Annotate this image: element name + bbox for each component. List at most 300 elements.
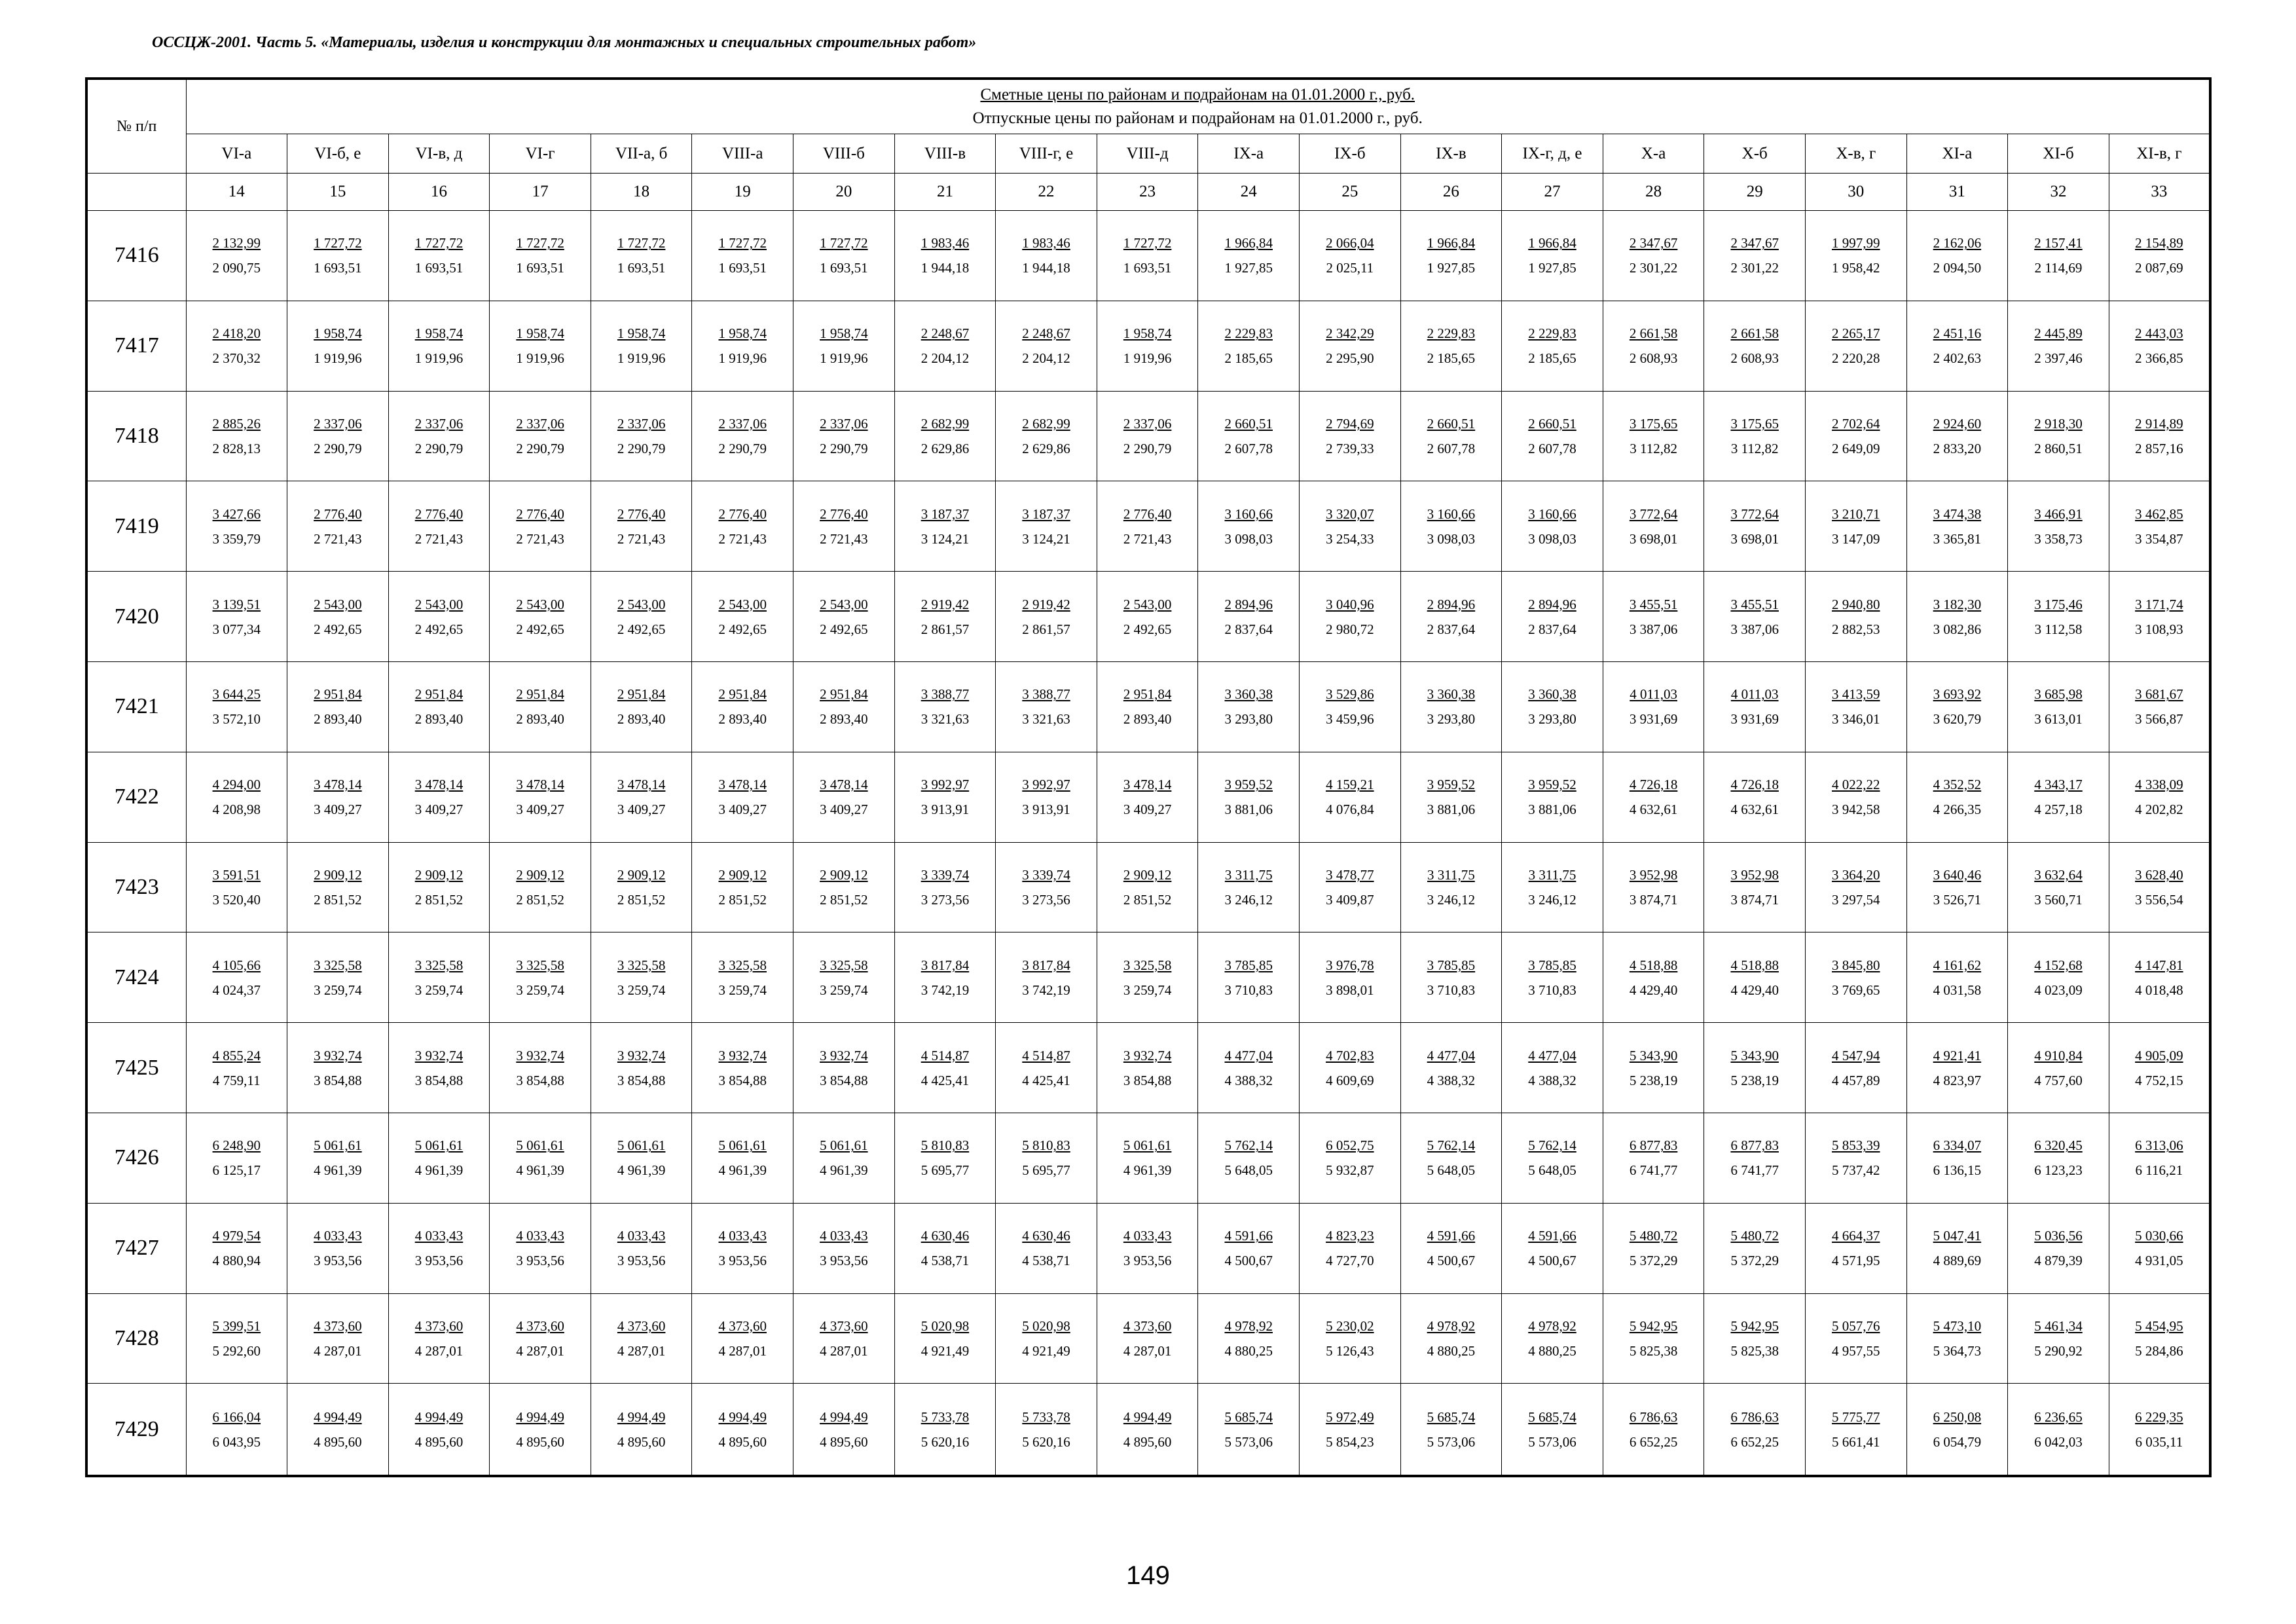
price-cell bbox=[894, 301, 996, 391]
release-price: 2 893,40 bbox=[1123, 711, 1172, 728]
release-price: 2 893,40 bbox=[314, 711, 362, 728]
estimate-price: 3 325,58 bbox=[617, 957, 666, 973]
price-cell bbox=[2109, 1203, 2210, 1293]
release-price: 2 893,40 bbox=[617, 711, 666, 728]
release-price: 1 927,85 bbox=[1427, 260, 1476, 276]
release-price: 4 895,60 bbox=[314, 1433, 362, 1450]
price-cell bbox=[1502, 752, 1603, 842]
estimate-price: 5 972,49 bbox=[1326, 1409, 1374, 1425]
release-price: 5 661,41 bbox=[1832, 1433, 1880, 1450]
release-price: 4 208,98 bbox=[212, 802, 261, 818]
estimate-price: 3 952,98 bbox=[1629, 866, 1678, 883]
estimate-price: 2 229,83 bbox=[1427, 325, 1476, 342]
release-price: 1 944,18 bbox=[920, 260, 970, 276]
price-cell bbox=[287, 481, 389, 572]
price-cell bbox=[1400, 211, 1502, 301]
price-cell bbox=[996, 572, 1097, 662]
estimate-price: 2 347,67 bbox=[1629, 235, 1678, 251]
region-header: VIII-а bbox=[692, 134, 793, 174]
column-number: 24 bbox=[1198, 174, 1300, 211]
release-price: 5 573,06 bbox=[1528, 1433, 1576, 1450]
price-cell bbox=[1198, 842, 1300, 932]
release-price: 3 409,27 bbox=[1123, 802, 1172, 818]
release-price: 2 114,69 bbox=[2034, 260, 2083, 276]
estimate-price: 5 020,98 bbox=[1022, 1318, 1070, 1334]
estimate-price: 5 942,95 bbox=[1730, 1318, 1779, 1334]
release-price: 2 295,90 bbox=[1326, 350, 1374, 367]
price-cell bbox=[1806, 661, 1907, 752]
table-row bbox=[86, 1203, 2210, 1293]
release-price: 2 185,65 bbox=[1427, 350, 1476, 367]
release-price: 1 693,51 bbox=[820, 260, 868, 276]
release-price: 1 693,51 bbox=[414, 260, 464, 276]
release-price: 2 492,65 bbox=[718, 621, 767, 637]
release-price: 3 520,40 bbox=[212, 891, 261, 908]
row-id: 7418 bbox=[86, 391, 186, 481]
release-price: 6 136,15 bbox=[1933, 1162, 1982, 1179]
estimate-price: 3 685,98 bbox=[2034, 686, 2083, 703]
price-cell bbox=[1704, 1203, 1806, 1293]
estimate-price: 4 373,60 bbox=[820, 1318, 868, 1334]
release-price: 1 919,96 bbox=[1123, 350, 1172, 367]
price-cell bbox=[1300, 661, 1401, 752]
release-price: 3 620,79 bbox=[1933, 711, 1982, 728]
estimate-price: 3 187,37 bbox=[920, 506, 970, 522]
estimate-price: 4 294,00 bbox=[212, 777, 261, 793]
price-cell bbox=[1097, 1293, 1198, 1384]
table-row bbox=[86, 932, 2210, 1023]
price-cell bbox=[692, 211, 793, 301]
release-price: 4 961,39 bbox=[414, 1162, 464, 1179]
estimate-price: 2 940,80 bbox=[1832, 596, 1880, 612]
price-cell bbox=[490, 301, 591, 391]
num-header: № п/п bbox=[117, 117, 157, 135]
estimate-price: 2 154,89 bbox=[2135, 235, 2183, 251]
price-cell bbox=[2109, 211, 2210, 301]
price-cell bbox=[1806, 211, 1907, 301]
estimate-price: 3 325,58 bbox=[516, 957, 564, 973]
estimate-price: 5 473,10 bbox=[1933, 1318, 1982, 1334]
release-price: 3 246,12 bbox=[1528, 891, 1576, 908]
estimate-price: 3 339,74 bbox=[1022, 866, 1070, 883]
price-cell bbox=[388, 932, 490, 1023]
release-price: 2 629,86 bbox=[1022, 440, 1070, 456]
region-header: XI-б bbox=[2008, 134, 2109, 174]
price-cell bbox=[1502, 661, 1603, 752]
price-cell bbox=[793, 932, 895, 1023]
estimate-price: 3 591,51 bbox=[212, 866, 261, 883]
estimate-price: 4 514,87 bbox=[920, 1047, 970, 1063]
price-cell bbox=[287, 1023, 389, 1113]
estimate-price: 3 785,85 bbox=[1224, 957, 1273, 973]
release-price: 4 287,01 bbox=[617, 1342, 666, 1359]
estimate-price: 4 726,18 bbox=[1730, 777, 1779, 793]
estimate-price: 2 418,20 bbox=[212, 325, 261, 342]
estimate-price: 4 514,87 bbox=[1022, 1047, 1070, 1063]
price-cell bbox=[1502, 1023, 1603, 1113]
column-number: 28 bbox=[1603, 174, 1704, 211]
price-cell bbox=[490, 932, 591, 1023]
release-price: 6 042,03 bbox=[2034, 1433, 2083, 1450]
price-cell bbox=[1400, 1023, 1502, 1113]
release-price: 3 358,73 bbox=[2034, 530, 2083, 547]
price-cell bbox=[1704, 932, 1806, 1023]
column-number: 29 bbox=[1704, 174, 1806, 211]
price-cell bbox=[1806, 572, 1907, 662]
release-price: 2 721,43 bbox=[617, 530, 666, 547]
estimate-price: 2 066,04 bbox=[1326, 235, 1374, 251]
price-cell bbox=[1400, 661, 1502, 752]
estimate-price: 3 959,52 bbox=[1427, 777, 1476, 793]
estimate-price: 2 660,51 bbox=[1224, 415, 1273, 432]
estimate-price: 1 958,74 bbox=[414, 325, 464, 342]
release-price: 1 919,96 bbox=[516, 350, 564, 367]
price-cell bbox=[1198, 661, 1300, 752]
estimate-price: 2 894,96 bbox=[1224, 596, 1273, 612]
price-cell bbox=[1400, 481, 1502, 572]
price-cell bbox=[591, 661, 692, 752]
release-price: 3 077,34 bbox=[212, 621, 261, 637]
release-price: 1 693,51 bbox=[718, 260, 767, 276]
estimate-price: 5 061,61 bbox=[1123, 1137, 1172, 1154]
price-cell bbox=[1400, 1384, 1502, 1476]
release-price: 5 620,16 bbox=[1022, 1433, 1070, 1450]
price-cell bbox=[1502, 1384, 1603, 1476]
estimate-price: 4 905,09 bbox=[2135, 1047, 2183, 1063]
estimate-price: 2 337,06 bbox=[617, 415, 666, 432]
price-cell bbox=[793, 1293, 895, 1384]
price-cell bbox=[2008, 932, 2109, 1023]
price-cell bbox=[490, 391, 591, 481]
release-price: 4 024,37 bbox=[212, 982, 261, 998]
release-price: 5 573,06 bbox=[1224, 1433, 1273, 1450]
estimate-price: 5 685,74 bbox=[1528, 1409, 1576, 1425]
estimate-price: 6 313,06 bbox=[2135, 1137, 2183, 1154]
price-cell bbox=[1906, 1384, 2008, 1476]
release-price: 3 082,86 bbox=[1933, 621, 1982, 637]
estimate-price: 2 157,41 bbox=[2034, 235, 2083, 251]
price-cell bbox=[1502, 211, 1603, 301]
price-cell bbox=[2008, 481, 2109, 572]
release-price: 2 851,52 bbox=[314, 891, 362, 908]
estimate-price: 3 959,52 bbox=[1528, 777, 1576, 793]
estimate-price: 1 958,74 bbox=[718, 325, 767, 342]
estimate-price: 2 909,12 bbox=[414, 866, 464, 883]
release-price: 4 823,97 bbox=[1933, 1072, 1982, 1088]
table-row bbox=[86, 481, 2210, 572]
release-price: 4 632,61 bbox=[1629, 802, 1678, 818]
price-cell bbox=[894, 1293, 996, 1384]
release-price: 3 881,06 bbox=[1427, 802, 1476, 818]
price-cell bbox=[490, 1023, 591, 1113]
release-price: 3 572,10 bbox=[212, 711, 261, 728]
price-cell bbox=[1603, 1293, 1704, 1384]
release-price: 2 721,43 bbox=[820, 530, 868, 547]
release-price: 5 695,77 bbox=[1022, 1162, 1070, 1179]
price-cell bbox=[490, 752, 591, 842]
release-price: 5 238,19 bbox=[1629, 1072, 1678, 1088]
release-price: 2 492,65 bbox=[516, 621, 564, 637]
release-price: 4 425,41 bbox=[1022, 1072, 1070, 1088]
release-price: 3 259,74 bbox=[516, 982, 564, 998]
price-cell bbox=[692, 1384, 793, 1476]
release-price: 3 881,06 bbox=[1528, 802, 1576, 818]
release-price: 3 459,96 bbox=[1326, 711, 1374, 728]
estimate-price: 4 979,54 bbox=[212, 1228, 261, 1244]
release-price: 4 759,11 bbox=[212, 1072, 261, 1088]
estimate-price: 3 932,74 bbox=[516, 1047, 564, 1063]
column-number: 14 bbox=[186, 174, 287, 211]
release-price: 5 290,92 bbox=[2034, 1342, 2083, 1359]
release-price: 4 388,32 bbox=[1224, 1072, 1273, 1088]
price-cell bbox=[1198, 211, 1300, 301]
region-header: VIII-г, е bbox=[996, 134, 1097, 174]
estimate-price: 4 033,43 bbox=[1123, 1228, 1172, 1244]
estimate-price: 5 036,56 bbox=[2034, 1228, 2083, 1244]
release-price: 2 366,85 bbox=[2135, 350, 2183, 367]
release-price: 6 741,77 bbox=[1629, 1162, 1678, 1179]
release-price: 1 693,51 bbox=[516, 260, 564, 276]
price-cell bbox=[692, 1023, 793, 1113]
price-cell bbox=[186, 1023, 287, 1113]
estimate-price: 2 918,30 bbox=[2034, 415, 2083, 432]
release-price: 5 648,05 bbox=[1427, 1162, 1476, 1179]
estimate-price: 3 478,14 bbox=[414, 777, 464, 793]
estimate-price: 4 477,04 bbox=[1224, 1047, 1273, 1063]
price-cell bbox=[2008, 211, 2109, 301]
title-estimate: Сметные цены по районам и подрайонам на 01.01.2000 г., руб. bbox=[980, 85, 1415, 103]
release-price: 1 919,96 bbox=[314, 350, 362, 367]
price-cell bbox=[591, 211, 692, 301]
price-cell bbox=[793, 1384, 895, 1476]
estimate-price: 1 958,74 bbox=[516, 325, 564, 342]
estimate-price: 2 337,06 bbox=[314, 415, 362, 432]
estimate-price: 2 776,40 bbox=[718, 506, 767, 522]
price-cell bbox=[1806, 1113, 1907, 1203]
release-price: 4 266,35 bbox=[1933, 802, 1982, 818]
price-cell bbox=[2008, 1023, 2109, 1113]
estimate-price: 4 726,18 bbox=[1629, 777, 1678, 793]
release-price: 2 851,52 bbox=[516, 891, 564, 908]
price-cell bbox=[1300, 391, 1401, 481]
price-cell bbox=[591, 1384, 692, 1476]
estimate-price: 3 932,74 bbox=[1123, 1047, 1172, 1063]
release-price: 3 124,21 bbox=[1022, 530, 1070, 547]
price-cell bbox=[793, 1113, 895, 1203]
estimate-price: 4 161,62 bbox=[1933, 957, 1982, 973]
price-cell bbox=[2109, 932, 2210, 1023]
region-header: IX-в bbox=[1400, 134, 1502, 174]
price-cell bbox=[2008, 1384, 2109, 1476]
table-row bbox=[86, 1113, 2210, 1203]
estimate-price: 6 236,65 bbox=[2034, 1409, 2083, 1425]
price-cell bbox=[1198, 752, 1300, 842]
table-row bbox=[86, 1293, 2210, 1384]
release-price: 3 953,56 bbox=[414, 1253, 464, 1269]
release-price: 3 409,27 bbox=[820, 802, 868, 818]
release-price: 5 695,77 bbox=[920, 1162, 970, 1179]
release-price: 1 958,42 bbox=[1832, 260, 1880, 276]
estimate-price: 1 983,46 bbox=[1022, 235, 1070, 251]
estimate-price: 5 775,77 bbox=[1832, 1409, 1880, 1425]
estimate-price: 4 591,66 bbox=[1224, 1228, 1273, 1244]
estimate-price: 3 628,40 bbox=[2135, 866, 2183, 883]
estimate-price: 2 909,12 bbox=[516, 866, 564, 883]
price-cell bbox=[2008, 301, 2109, 391]
estimate-price: 4 033,43 bbox=[516, 1228, 564, 1244]
column-number: 25 bbox=[1300, 174, 1401, 211]
estimate-price: 4 147,81 bbox=[2135, 957, 2183, 973]
release-price: 4 895,60 bbox=[414, 1433, 464, 1450]
price-cell bbox=[490, 661, 591, 752]
price-cell bbox=[287, 1293, 389, 1384]
estimate-price: 6 877,83 bbox=[1629, 1137, 1678, 1154]
price-cell bbox=[1502, 1293, 1603, 1384]
price-cell bbox=[490, 211, 591, 301]
release-price: 2 882,53 bbox=[1832, 621, 1880, 637]
estimate-price: 3 388,77 bbox=[920, 686, 970, 703]
release-price: 3 112,82 bbox=[1630, 440, 1677, 456]
price-cell bbox=[1400, 932, 1502, 1023]
estimate-price: 3 478,77 bbox=[1326, 866, 1374, 883]
price-cell bbox=[1806, 301, 1907, 391]
release-price: 4 889,69 bbox=[1933, 1253, 1982, 1269]
price-cell bbox=[996, 842, 1097, 932]
release-price: 4 500,67 bbox=[1427, 1253, 1476, 1269]
release-price: 4 571,95 bbox=[1832, 1253, 1880, 1269]
price-cell bbox=[1198, 1023, 1300, 1113]
estimate-price: 2 342,29 bbox=[1326, 325, 1374, 342]
column-number: 31 bbox=[1906, 174, 2008, 211]
release-price: 3 953,56 bbox=[820, 1253, 868, 1269]
estimate-price: 4 547,94 bbox=[1832, 1047, 1880, 1063]
release-price: 5 238,19 bbox=[1730, 1072, 1779, 1088]
price-cell bbox=[287, 1113, 389, 1203]
estimate-price: 4 591,66 bbox=[1427, 1228, 1476, 1244]
estimate-price: 3 139,51 bbox=[212, 596, 261, 612]
price-cell bbox=[793, 211, 895, 301]
price-cell bbox=[1300, 481, 1401, 572]
release-price: 4 757,60 bbox=[2034, 1072, 2083, 1088]
estimate-price: 2 894,96 bbox=[1427, 596, 1476, 612]
estimate-price: 4 338,09 bbox=[2135, 777, 2183, 793]
price-cell bbox=[1097, 301, 1198, 391]
estimate-price: 3 175,46 bbox=[2034, 596, 2083, 612]
region-header: VI-а bbox=[186, 134, 287, 174]
release-price: 3 321,63 bbox=[1022, 711, 1070, 728]
release-price: 3 881,06 bbox=[1224, 802, 1273, 818]
estimate-price: 2 776,40 bbox=[1123, 506, 1172, 522]
estimate-price: 4 373,60 bbox=[1123, 1318, 1172, 1334]
release-price: 2 185,65 bbox=[1528, 350, 1576, 367]
price-cell bbox=[1603, 481, 1704, 572]
price-cell bbox=[490, 1113, 591, 1203]
release-price: 2 090,75 bbox=[212, 260, 261, 276]
release-price: 4 202,82 bbox=[2135, 802, 2183, 818]
estimate-price: 4 518,88 bbox=[1629, 957, 1678, 973]
price-cell bbox=[1906, 572, 2008, 662]
release-price: 2 290,79 bbox=[820, 440, 868, 456]
price-cell bbox=[1906, 932, 2008, 1023]
price-cell bbox=[490, 1203, 591, 1293]
estimate-price: 2 543,00 bbox=[1123, 596, 1172, 612]
release-price: 3 953,56 bbox=[617, 1253, 666, 1269]
row-id: 7423 bbox=[86, 842, 186, 932]
price-cell bbox=[996, 301, 1097, 391]
release-price: 3 854,88 bbox=[414, 1072, 464, 1088]
release-price: 4 287,01 bbox=[414, 1342, 464, 1359]
release-price: 5 648,05 bbox=[1528, 1162, 1576, 1179]
estimate-price: 4 373,60 bbox=[617, 1318, 666, 1334]
estimate-price: 4 011,03 bbox=[1730, 686, 1779, 703]
price-cell bbox=[996, 481, 1097, 572]
column-number: 18 bbox=[591, 174, 692, 211]
estimate-price: 3 681,67 bbox=[2135, 686, 2183, 703]
estimate-price: 4 352,52 bbox=[1933, 777, 1982, 793]
release-price: 2 492,65 bbox=[1123, 621, 1172, 637]
estimate-price: 2 951,84 bbox=[1123, 686, 1172, 703]
row-id: 7429 bbox=[86, 1384, 186, 1476]
estimate-price: 3 640,46 bbox=[1933, 866, 1982, 883]
release-price: 3 710,83 bbox=[1528, 982, 1576, 998]
region-header: VIII-б bbox=[793, 134, 895, 174]
price-cell bbox=[490, 572, 591, 662]
price-cell bbox=[996, 1113, 1097, 1203]
price-cell bbox=[1097, 391, 1198, 481]
estimate-price: 5 685,74 bbox=[1427, 1409, 1476, 1425]
price-cell bbox=[2109, 391, 2210, 481]
estimate-price: 3 478,14 bbox=[820, 777, 868, 793]
estimate-price: 5 942,95 bbox=[1629, 1318, 1678, 1334]
price-cell bbox=[1704, 1293, 1806, 1384]
estimate-price: 2 660,51 bbox=[1427, 415, 1476, 432]
price-cell bbox=[1704, 1384, 1806, 1476]
release-price: 1 919,96 bbox=[718, 350, 767, 367]
release-price: 3 566,87 bbox=[2135, 711, 2183, 728]
price-cell bbox=[2109, 1293, 2210, 1384]
price-cell bbox=[1502, 1113, 1603, 1203]
release-price: 1 919,96 bbox=[617, 350, 666, 367]
release-price: 4 961,39 bbox=[617, 1162, 666, 1179]
release-price: 2 860,51 bbox=[2034, 440, 2083, 456]
release-price: 2 492,65 bbox=[414, 621, 464, 637]
estimate-price: 3 182,30 bbox=[1933, 596, 1982, 612]
title-release: Отпускные цены по районам и подрайонам на 01.01.2000 г., руб. bbox=[972, 109, 1423, 127]
price-cell bbox=[1502, 932, 1603, 1023]
estimate-price: 4 033,43 bbox=[617, 1228, 666, 1244]
price-cell bbox=[287, 1203, 389, 1293]
estimate-price: 2 776,40 bbox=[617, 506, 666, 522]
price-cell bbox=[1300, 1113, 1401, 1203]
estimate-price: 5 061,61 bbox=[414, 1137, 464, 1154]
release-price: 3 898,01 bbox=[1326, 982, 1374, 998]
estimate-price: 4 994,49 bbox=[718, 1409, 767, 1425]
price-cell bbox=[1097, 572, 1198, 662]
table-row bbox=[86, 301, 2210, 391]
release-price: 2 721,43 bbox=[1123, 530, 1172, 547]
estimate-price: 1 966,84 bbox=[1224, 235, 1273, 251]
estimate-price: 3 478,14 bbox=[516, 777, 564, 793]
release-price: 1 693,51 bbox=[314, 260, 362, 276]
estimate-price: 2 543,00 bbox=[820, 596, 868, 612]
estimate-price: 3 455,51 bbox=[1629, 596, 1678, 612]
region-header: VI-г bbox=[490, 134, 591, 174]
release-price: 4 879,39 bbox=[2034, 1253, 2083, 1269]
price-cell bbox=[186, 752, 287, 842]
estimate-price: 3 311,75 bbox=[1224, 866, 1273, 883]
price-cell bbox=[996, 661, 1097, 752]
price-cell bbox=[1097, 661, 1198, 752]
